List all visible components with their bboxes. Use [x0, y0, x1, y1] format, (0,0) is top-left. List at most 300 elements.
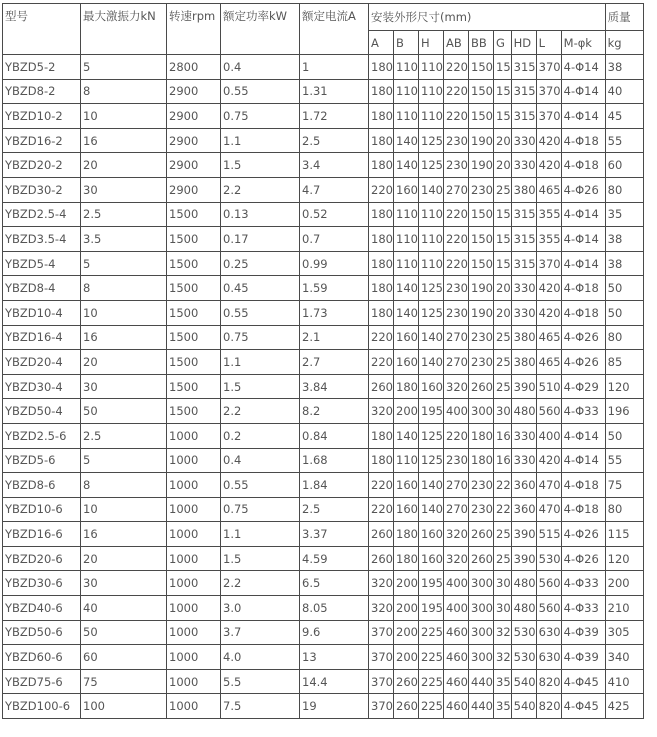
header-current: 额定电流A: [300, 4, 369, 55]
cell-dim-h: 195: [419, 399, 444, 424]
cell-dim-g: 15: [494, 104, 512, 129]
cell-dim-b: 110: [394, 251, 419, 276]
cell-dim-mk: 4-Φ18: [561, 473, 605, 498]
cell-dim-bb: 190: [469, 300, 494, 325]
cell-dim-hd: 480: [511, 571, 536, 596]
cell-dim-g: 22: [494, 497, 512, 522]
cell-max-force: 10: [81, 104, 167, 129]
cell-power: 0.45: [221, 276, 300, 301]
cell-dim-l: 355: [536, 202, 561, 227]
cell-dim-mk: 4-Φ29: [561, 374, 605, 399]
cell-dim-mk: 4-Φ33: [561, 399, 605, 424]
cell-dim-g: 15: [494, 79, 512, 104]
table-row: [3, 276, 644, 301]
cell-power: 0.75: [221, 497, 300, 522]
cell-dim-b: 110: [394, 448, 419, 473]
cell-model: YBZD30-2: [3, 177, 81, 202]
cell-model: YBZD8-2: [3, 79, 81, 104]
cell-dim-l: 560: [536, 596, 561, 621]
cell-dim-ab: 230: [444, 300, 469, 325]
table-row: [3, 546, 644, 571]
header-dim-h: H: [419, 31, 444, 55]
cell-dim-a: 370: [369, 620, 394, 645]
cell-dim-bb: 180: [469, 423, 494, 448]
cell-speed: 1500: [167, 251, 221, 276]
cell-power: 0.13: [221, 202, 300, 227]
cell-current: 1.73: [300, 300, 369, 325]
cell-model: YBZD30-4: [3, 374, 81, 399]
cell-model: YBZD20-2: [3, 153, 81, 178]
cell-model: YBZD16-2: [3, 128, 81, 153]
cell-speed: 1000: [167, 473, 221, 498]
cell-dim-a: 180: [369, 423, 394, 448]
cell-dim-bb: 440: [469, 669, 494, 694]
cell-max-force: 5: [81, 251, 167, 276]
cell-speed: 1000: [167, 596, 221, 621]
cell-dim-bb: 190: [469, 276, 494, 301]
cell-power: 4.0: [221, 645, 300, 670]
cell-dim-ab: 220: [444, 79, 469, 104]
cell-weight: 40: [605, 79, 643, 104]
cell-dim-l: 420: [536, 448, 561, 473]
cell-dim-l: 420: [536, 300, 561, 325]
cell-speed: 1000: [167, 546, 221, 571]
cell-current: 0.7: [300, 227, 369, 252]
cell-current: 1.72: [300, 104, 369, 129]
cell-model: YBZD50-4: [3, 399, 81, 424]
cell-weight: 50: [605, 300, 643, 325]
cell-max-force: 30: [81, 571, 167, 596]
cell-dim-g: 25: [494, 177, 512, 202]
cell-current: 0.52: [300, 202, 369, 227]
cell-dim-hd: 315: [511, 55, 536, 80]
cell-dim-ab: 270: [444, 325, 469, 350]
cell-dim-bb: 150: [469, 227, 494, 252]
cell-weight: 120: [605, 546, 643, 571]
cell-dim-bb: 300: [469, 620, 494, 645]
cell-max-force: 30: [81, 374, 167, 399]
cell-weight: 85: [605, 350, 643, 375]
cell-model: YBZD2.5-4: [3, 202, 81, 227]
cell-power: 3.7: [221, 620, 300, 645]
cell-max-force: 75: [81, 669, 167, 694]
cell-dim-bb: 230: [469, 497, 494, 522]
cell-current: 13: [300, 645, 369, 670]
cell-max-force: 5: [81, 448, 167, 473]
cell-dim-h: 125: [419, 423, 444, 448]
cell-dim-ab: 220: [444, 251, 469, 276]
cell-dim-b: 140: [394, 276, 419, 301]
cell-dim-g: 16: [494, 448, 512, 473]
cell-power: 1.5: [221, 374, 300, 399]
cell-dim-g: 20: [494, 128, 512, 153]
table-row: [3, 423, 644, 448]
header-dim-a: A: [369, 31, 394, 55]
cell-dim-l: 370: [536, 251, 561, 276]
cell-dim-ab: 400: [444, 399, 469, 424]
cell-max-force: 5: [81, 55, 167, 80]
cell-dim-h: 140: [419, 325, 444, 350]
cell-speed: 1000: [167, 423, 221, 448]
header-dim-bb: BB: [469, 31, 494, 55]
header-dim-b: B: [394, 31, 419, 55]
cell-dim-g: 25: [494, 350, 512, 375]
cell-dim-bb: 150: [469, 202, 494, 227]
cell-max-force: 2.5: [81, 423, 167, 448]
cell-weight: 45: [605, 104, 643, 129]
cell-dim-bb: 300: [469, 571, 494, 596]
cell-dim-mk: 4-Φ26: [561, 325, 605, 350]
cell-dim-ab: 460: [444, 620, 469, 645]
cell-power: 1.1: [221, 350, 300, 375]
cell-model: YBZD60-6: [3, 645, 81, 670]
cell-dim-b: 110: [394, 104, 419, 129]
cell-max-force: 10: [81, 300, 167, 325]
cell-model: YBZD3.5-4: [3, 227, 81, 252]
cell-model: YBZD8-6: [3, 473, 81, 498]
cell-current: 1.59: [300, 276, 369, 301]
cell-power: 2.2: [221, 177, 300, 202]
cell-dim-g: 20: [494, 276, 512, 301]
cell-dim-bb: 300: [469, 596, 494, 621]
cell-current: 4.59: [300, 546, 369, 571]
cell-dim-b: 200: [394, 645, 419, 670]
cell-power: 0.25: [221, 251, 300, 276]
cell-speed: 1000: [167, 571, 221, 596]
cell-dim-bb: 150: [469, 55, 494, 80]
cell-current: 4.7: [300, 177, 369, 202]
cell-dim-hd: 380: [511, 177, 536, 202]
cell-dim-h: 140: [419, 350, 444, 375]
cell-model: YBZD16-4: [3, 325, 81, 350]
header-power: 额定功率kW: [221, 4, 300, 55]
cell-max-force: 8: [81, 79, 167, 104]
cell-dim-ab: 270: [444, 350, 469, 375]
cell-dim-bb: 300: [469, 645, 494, 670]
cell-dim-h: 160: [419, 546, 444, 571]
cell-current: 0.99: [300, 251, 369, 276]
table-row: [3, 399, 644, 424]
cell-dim-mk: 4-Φ26: [561, 546, 605, 571]
cell-dim-mk: 4-Φ14: [561, 104, 605, 129]
cell-current: 9.6: [300, 620, 369, 645]
cell-dim-l: 470: [536, 473, 561, 498]
spec-table: [2, 3, 644, 719]
cell-dim-a: 260: [369, 546, 394, 571]
cell-dim-h: 225: [419, 645, 444, 670]
cell-dim-ab: 320: [444, 522, 469, 547]
cell-dim-h: 195: [419, 571, 444, 596]
cell-dim-h: 160: [419, 522, 444, 547]
header-weight-unit: kg: [605, 31, 643, 55]
cell-dim-hd: 390: [511, 374, 536, 399]
cell-dim-h: 110: [419, 55, 444, 80]
cell-weight: 55: [605, 448, 643, 473]
cell-weight: 425: [605, 694, 643, 719]
cell-dim-ab: 460: [444, 645, 469, 670]
cell-weight: 200: [605, 571, 643, 596]
cell-dim-hd: 540: [511, 669, 536, 694]
cell-dim-h: 125: [419, 276, 444, 301]
cell-dim-a: 260: [369, 522, 394, 547]
cell-dim-b: 160: [394, 325, 419, 350]
cell-dim-hd: 480: [511, 596, 536, 621]
header-dimensions: 安装外形尺寸(mm): [369, 4, 606, 31]
table-row: [3, 79, 644, 104]
cell-dim-a: 320: [369, 571, 394, 596]
cell-dim-h: 225: [419, 620, 444, 645]
table-row: [3, 251, 644, 276]
cell-speed: 1000: [167, 522, 221, 547]
cell-power: 1.1: [221, 522, 300, 547]
cell-max-force: 60: [81, 645, 167, 670]
cell-max-force: 30: [81, 177, 167, 202]
cell-model: YBZD5-4: [3, 251, 81, 276]
cell-dim-bb: 190: [469, 153, 494, 178]
cell-dim-g: 30: [494, 596, 512, 621]
cell-current: 2.5: [300, 497, 369, 522]
cell-speed: 2900: [167, 104, 221, 129]
cell-model: YBZD16-6: [3, 522, 81, 547]
cell-dim-g: 30: [494, 399, 512, 424]
cell-model: YBZD10-2: [3, 104, 81, 129]
cell-max-force: 40: [81, 596, 167, 621]
cell-dim-b: 200: [394, 571, 419, 596]
cell-model: YBZD100-6: [3, 694, 81, 719]
cell-dim-mk: 4-Φ18: [561, 153, 605, 178]
header-dim-ab: AB: [444, 31, 469, 55]
cell-dim-mk: 4-Φ33: [561, 596, 605, 621]
cell-dim-l: 400: [536, 423, 561, 448]
cell-dim-hd: 330: [511, 153, 536, 178]
cell-weight: 196: [605, 399, 643, 424]
cell-dim-g: 32: [494, 645, 512, 670]
table-row: [3, 55, 644, 80]
cell-dim-bb: 300: [469, 399, 494, 424]
cell-max-force: 20: [81, 350, 167, 375]
cell-dim-b: 200: [394, 399, 419, 424]
cell-dim-ab: 270: [444, 497, 469, 522]
cell-dim-g: 16: [494, 423, 512, 448]
cell-dim-b: 180: [394, 546, 419, 571]
cell-dim-hd: 330: [511, 448, 536, 473]
cell-dim-g: 35: [494, 694, 512, 719]
cell-weight: 60: [605, 153, 643, 178]
cell-weight: 115: [605, 522, 643, 547]
cell-dim-l: 370: [536, 79, 561, 104]
cell-dim-b: 180: [394, 374, 419, 399]
cell-dim-b: 140: [394, 423, 419, 448]
cell-dim-a: 220: [369, 497, 394, 522]
cell-dim-hd: 315: [511, 79, 536, 104]
cell-current: 8.2: [300, 399, 369, 424]
cell-dim-bb: 230: [469, 325, 494, 350]
table-row: [3, 497, 644, 522]
cell-dim-a: 180: [369, 153, 394, 178]
cell-dim-hd: 390: [511, 546, 536, 571]
table-row: [3, 522, 644, 547]
cell-speed: 1000: [167, 694, 221, 719]
cell-current: 1.84: [300, 473, 369, 498]
cell-dim-h: 140: [419, 177, 444, 202]
cell-weight: 80: [605, 325, 643, 350]
cell-dim-hd: 360: [511, 497, 536, 522]
cell-dim-b: 110: [394, 79, 419, 104]
cell-dim-bb: 230: [469, 350, 494, 375]
cell-dim-b: 140: [394, 153, 419, 178]
cell-dim-bb: 230: [469, 177, 494, 202]
table-row: [3, 104, 644, 129]
cell-speed: 2900: [167, 177, 221, 202]
cell-max-force: 3.5: [81, 227, 167, 252]
cell-dim-l: 820: [536, 669, 561, 694]
cell-dim-mk: 4-Φ14: [561, 55, 605, 80]
cell-dim-a: 220: [369, 325, 394, 350]
cell-current: 3.37: [300, 522, 369, 547]
cell-speed: 1500: [167, 202, 221, 227]
cell-dim-g: 15: [494, 251, 512, 276]
cell-dim-ab: 460: [444, 694, 469, 719]
table-row: [3, 669, 644, 694]
header-dim-hd: HD: [511, 31, 536, 55]
table-row: [3, 153, 644, 178]
cell-speed: 1500: [167, 325, 221, 350]
cell-current: 2.1: [300, 325, 369, 350]
cell-dim-hd: 380: [511, 325, 536, 350]
cell-dim-a: 370: [369, 669, 394, 694]
cell-dim-b: 200: [394, 620, 419, 645]
cell-weight: 120: [605, 374, 643, 399]
cell-dim-mk: 4-Φ18: [561, 128, 605, 153]
cell-dim-l: 630: [536, 645, 561, 670]
cell-current: 2.5: [300, 128, 369, 153]
cell-dim-ab: 320: [444, 374, 469, 399]
cell-dim-hd: 380: [511, 350, 536, 375]
cell-dim-a: 260: [369, 374, 394, 399]
cell-dim-g: 35: [494, 669, 512, 694]
cell-dim-l: 420: [536, 276, 561, 301]
cell-dim-b: 260: [394, 694, 419, 719]
cell-dim-mk: 4-Φ14: [561, 251, 605, 276]
cell-weight: 75: [605, 473, 643, 498]
table-row: [3, 350, 644, 375]
cell-dim-l: 465: [536, 350, 561, 375]
cell-dim-mk: 4-Φ33: [561, 571, 605, 596]
cell-dim-hd: 360: [511, 473, 536, 498]
cell-dim-h: 110: [419, 104, 444, 129]
cell-dim-b: 200: [394, 596, 419, 621]
cell-dim-ab: 220: [444, 227, 469, 252]
cell-dim-h: 160: [419, 374, 444, 399]
cell-dim-h: 140: [419, 497, 444, 522]
cell-dim-l: 530: [536, 546, 561, 571]
cell-dim-mk: 4-Φ18: [561, 276, 605, 301]
cell-max-force: 50: [81, 620, 167, 645]
cell-dim-g: 32: [494, 620, 512, 645]
cell-speed: 1000: [167, 620, 221, 645]
cell-power: 1.5: [221, 153, 300, 178]
cell-dim-b: 140: [394, 128, 419, 153]
cell-current: 2.7: [300, 350, 369, 375]
cell-max-force: 8: [81, 473, 167, 498]
cell-dim-g: 20: [494, 153, 512, 178]
cell-dim-b: 160: [394, 473, 419, 498]
cell-speed: 1000: [167, 669, 221, 694]
header-dim-mk: M-φk: [561, 31, 605, 55]
cell-speed: 1000: [167, 448, 221, 473]
cell-dim-hd: 315: [511, 202, 536, 227]
cell-dim-b: 160: [394, 497, 419, 522]
cell-model: YBZD5-6: [3, 448, 81, 473]
table-row: [3, 571, 644, 596]
cell-dim-ab: 230: [444, 448, 469, 473]
cell-weight: 340: [605, 645, 643, 670]
cell-dim-l: 370: [536, 55, 561, 80]
cell-power: 0.55: [221, 300, 300, 325]
cell-dim-a: 180: [369, 448, 394, 473]
cell-dim-bb: 260: [469, 546, 494, 571]
cell-dim-bb: 260: [469, 522, 494, 547]
cell-dim-ab: 320: [444, 546, 469, 571]
cell-model: YBZD20-6: [3, 546, 81, 571]
cell-dim-a: 320: [369, 399, 394, 424]
table-row: [3, 202, 644, 227]
cell-power: 2.2: [221, 571, 300, 596]
cell-dim-mk: 4-Φ14: [561, 202, 605, 227]
cell-dim-g: 30: [494, 571, 512, 596]
cell-max-force: 16: [81, 325, 167, 350]
cell-speed: 1500: [167, 227, 221, 252]
cell-speed: 1000: [167, 645, 221, 670]
cell-power: 0.55: [221, 79, 300, 104]
cell-dim-bb: 150: [469, 104, 494, 129]
cell-dim-l: 420: [536, 128, 561, 153]
cell-dim-h: 110: [419, 79, 444, 104]
cell-dim-hd: 315: [511, 227, 536, 252]
cell-dim-b: 140: [394, 300, 419, 325]
cell-dim-b: 110: [394, 55, 419, 80]
cell-dim-mk: 4-Φ14: [561, 448, 605, 473]
cell-dim-a: 320: [369, 596, 394, 621]
cell-dim-h: 110: [419, 227, 444, 252]
cell-model: YBZD5-2: [3, 55, 81, 80]
cell-current: 3.84: [300, 374, 369, 399]
cell-model: YBZD75-6: [3, 669, 81, 694]
cell-dim-l: 470: [536, 497, 561, 522]
cell-dim-l: 630: [536, 620, 561, 645]
table-row: [3, 694, 644, 719]
cell-dim-mk: 4-Φ45: [561, 669, 605, 694]
cell-dim-mk: 4-Φ14: [561, 79, 605, 104]
cell-power: 5.5: [221, 669, 300, 694]
cell-weight: 410: [605, 669, 643, 694]
cell-weight: 50: [605, 423, 643, 448]
cell-dim-ab: 220: [444, 202, 469, 227]
cell-dim-g: 25: [494, 546, 512, 571]
cell-dim-bb: 440: [469, 694, 494, 719]
cell-power: 0.2: [221, 423, 300, 448]
cell-max-force: 8: [81, 276, 167, 301]
table-row: [3, 325, 644, 350]
cell-model: YBZD2.5-6: [3, 423, 81, 448]
cell-dim-ab: 230: [444, 276, 469, 301]
cell-dim-h: 140: [419, 473, 444, 498]
cell-dim-h: 110: [419, 202, 444, 227]
cell-dim-h: 225: [419, 694, 444, 719]
cell-power: 1.1: [221, 128, 300, 153]
cell-dim-h: 125: [419, 153, 444, 178]
header-max-force: 最大激振力kN: [81, 4, 167, 55]
